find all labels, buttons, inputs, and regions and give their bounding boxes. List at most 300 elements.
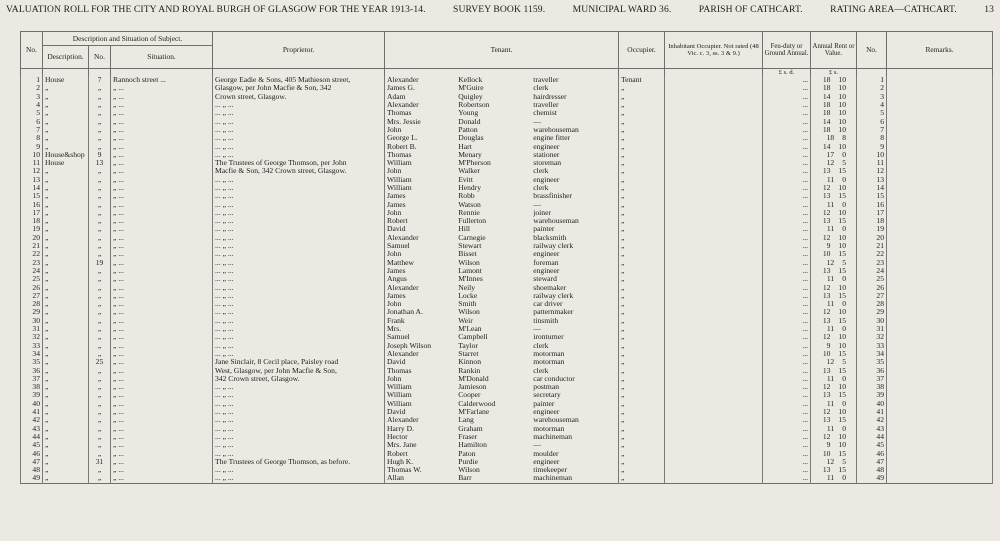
table-row xyxy=(21,259,993,267)
row-remarks xyxy=(887,358,993,366)
tenant-occupation: — xyxy=(533,200,541,209)
row-number: „ xyxy=(89,275,111,283)
row-proprietor: ... „ ... xyxy=(213,433,385,441)
rent-pounds: 13 xyxy=(822,316,831,325)
tenant-surname: Barr xyxy=(458,474,472,483)
tenant-first-name: James xyxy=(387,291,406,300)
tenant-surname: Hamilton xyxy=(458,441,487,450)
row-rent xyxy=(811,176,857,184)
row-occupier: „ xyxy=(619,259,665,267)
row-situation: „ ... xyxy=(111,400,213,408)
row-tenant xyxy=(385,449,619,457)
row-inhabitant xyxy=(665,375,763,383)
tenant-surname: Rennie xyxy=(458,208,480,217)
row-rent xyxy=(811,342,857,350)
row-rent xyxy=(811,242,857,250)
row-description: „ xyxy=(43,300,89,308)
row-situation: „ ... xyxy=(111,383,213,391)
table-row xyxy=(21,283,993,291)
row-tenant xyxy=(385,283,619,291)
row-rent xyxy=(811,424,857,432)
row-situation: „ ... xyxy=(111,242,213,250)
row-number: „ xyxy=(89,292,111,300)
row-remarks xyxy=(887,109,993,117)
row-feu: ... xyxy=(763,151,811,159)
row-situation: „ ... xyxy=(111,424,213,432)
row-no2: 27 xyxy=(857,292,887,300)
tenant-surname: Wilson xyxy=(458,308,480,317)
rent-shillings: 0 xyxy=(842,374,847,383)
row-no2: 47 xyxy=(857,458,887,466)
row-feu: ... xyxy=(763,126,811,134)
row-occupier: „ xyxy=(619,474,665,483)
row-occupier: „ xyxy=(619,408,665,416)
table-row xyxy=(21,400,993,408)
row-remarks xyxy=(887,184,993,192)
rent-pounds: 12 xyxy=(822,407,831,417)
row-proprietor: The Trustees of George Thomson, as before. xyxy=(213,458,385,466)
row-situation: „ ... xyxy=(111,342,213,350)
table-row xyxy=(21,134,993,142)
row-no2: 5 xyxy=(857,109,887,117)
row-proprietor: ... „ ... xyxy=(213,267,385,275)
row-inhabitant xyxy=(665,400,763,408)
rent-pounds: 18 xyxy=(822,109,831,118)
tenant-occupation: moulder xyxy=(533,449,559,458)
row-proprietor: ... „ ... xyxy=(213,275,385,283)
row-rent xyxy=(811,308,857,316)
tenant-occupation: — xyxy=(533,325,541,334)
row-situation: „ ... xyxy=(111,117,213,125)
tenant-occupation: brassfinisher xyxy=(533,192,573,201)
row-no: 3 xyxy=(21,93,43,101)
tenant-occupation: clerk xyxy=(533,84,549,93)
row-description: „ xyxy=(43,250,89,258)
table-row xyxy=(21,126,993,134)
row-tenant xyxy=(385,126,619,134)
row-situation: „ ... xyxy=(111,109,213,117)
row-number: „ xyxy=(89,84,111,92)
row-inhabitant xyxy=(665,192,763,200)
row-rent xyxy=(811,441,857,449)
row-rent xyxy=(811,101,857,109)
row-feu: ... xyxy=(763,275,811,283)
tenant-surname: Wilson xyxy=(458,258,480,267)
row-description: „ xyxy=(43,458,89,466)
tenant-first-name: Matthew xyxy=(387,258,415,267)
row-proprietor: ... „ ... xyxy=(213,234,385,242)
row-situation: „ ... xyxy=(111,134,213,142)
row-description: „ xyxy=(43,234,89,242)
tenant-surname: Lamont xyxy=(458,266,482,275)
row-inhabitant xyxy=(665,217,763,225)
rent-pounds: 13 xyxy=(822,465,831,475)
row-number: „ xyxy=(89,93,111,101)
row-number: „ xyxy=(89,391,111,399)
row-no: 2 xyxy=(21,84,43,92)
row-remarks xyxy=(887,292,993,300)
row-no2: 40 xyxy=(857,400,887,408)
row-occupier: „ xyxy=(619,441,665,449)
row-no: 21 xyxy=(21,242,43,250)
row-no: 24 xyxy=(21,267,43,275)
row-remarks xyxy=(887,325,993,333)
rent-shillings: 10 xyxy=(838,109,847,118)
row-number: „ xyxy=(89,333,111,341)
tenant-surname: Stewart xyxy=(458,242,482,251)
row-occupier: „ xyxy=(619,325,665,333)
col-situation-header: Situation. xyxy=(111,46,213,69)
rent-shillings: 10 xyxy=(838,117,847,126)
table-row xyxy=(21,366,993,374)
row-no: 49 xyxy=(21,474,43,483)
tenant-occupation: traveller xyxy=(533,101,559,110)
rent-pounds: 13 xyxy=(822,266,831,275)
tenant-occupation: joiner xyxy=(533,208,551,217)
rent-pounds: 11 xyxy=(826,324,835,334)
table-row xyxy=(21,325,993,333)
row-tenant xyxy=(385,275,619,283)
row-feu: ... xyxy=(763,267,811,275)
rent-shillings: 10 xyxy=(838,308,847,317)
row-no2: 21 xyxy=(857,242,887,250)
row-description: „ xyxy=(43,400,89,408)
table-row xyxy=(21,159,993,167)
row-feu: ... xyxy=(763,325,811,333)
row-tenant xyxy=(385,383,619,391)
row-number: „ xyxy=(89,424,111,432)
row-occupier: „ xyxy=(619,424,665,432)
rent-shillings: 10 xyxy=(838,283,847,292)
row-occupier: „ xyxy=(619,93,665,101)
row-feu: ... xyxy=(763,308,811,316)
tenant-surname: Hill xyxy=(458,225,471,234)
row-remarks xyxy=(887,200,993,208)
rent-pounds: 10 xyxy=(822,349,831,358)
row-remarks xyxy=(887,416,993,424)
row-remarks xyxy=(887,225,993,233)
row-proprietor: ... „ ... xyxy=(213,408,385,416)
tenant-surname: M'Donald xyxy=(458,374,489,383)
tenant-surname: Hart xyxy=(458,142,472,151)
row-situation: „ ... xyxy=(111,358,213,366)
tenant-occupation: engine fitter xyxy=(533,134,571,143)
row-rent xyxy=(811,416,857,424)
row-tenant xyxy=(385,109,619,117)
row-no: 5 xyxy=(21,109,43,117)
table-row xyxy=(21,167,993,175)
row-tenant xyxy=(385,200,619,208)
row-inhabitant xyxy=(665,76,763,84)
row-tenant xyxy=(385,117,619,125)
tenant-surname: Fullerton xyxy=(458,217,487,226)
row-remarks xyxy=(887,242,993,250)
row-remarks xyxy=(887,317,993,325)
row-feu: ... xyxy=(763,167,811,175)
row-inhabitant xyxy=(665,101,763,109)
row-number: „ xyxy=(89,225,111,233)
row-no: 31 xyxy=(21,325,43,333)
row-description: „ xyxy=(43,283,89,291)
row-inhabitant xyxy=(665,292,763,300)
table-row xyxy=(21,391,993,399)
row-no2: 18 xyxy=(857,217,887,225)
tenant-surname: Kinnon xyxy=(458,358,481,367)
tenant-first-name: John xyxy=(387,125,402,134)
row-tenant xyxy=(385,474,619,483)
row-tenant xyxy=(385,391,619,399)
row-situation: „ ... xyxy=(111,275,213,283)
row-inhabitant xyxy=(665,259,763,267)
row-proprietor: ... „ ... xyxy=(213,391,385,399)
tenant-surname: Walker xyxy=(458,167,480,176)
row-inhabitant xyxy=(665,275,763,283)
row-situation: „ ... xyxy=(111,200,213,208)
table-row xyxy=(21,317,993,325)
tenant-first-name: Robert xyxy=(387,217,408,226)
rent-pounds: 11 xyxy=(826,424,835,433)
rent-shillings: 10 xyxy=(838,142,847,151)
row-feu: ... xyxy=(763,383,811,391)
rent-shillings: 10 xyxy=(838,241,847,251)
row-remarks xyxy=(887,209,993,217)
row-no: 48 xyxy=(21,466,43,474)
table-row xyxy=(21,184,993,192)
row-description: House&shop xyxy=(43,151,89,159)
rent-shillings: 5 xyxy=(842,358,847,367)
rent-shillings: 15 xyxy=(838,192,847,201)
row-number: „ xyxy=(89,126,111,134)
row-tenant xyxy=(385,308,619,316)
row-no2: 1 xyxy=(857,76,887,84)
row-number: „ xyxy=(89,466,111,474)
row-rent xyxy=(811,93,857,101)
row-occupier: Tenant xyxy=(619,76,665,84)
rent-pounds: 18 xyxy=(826,134,835,143)
rent-pounds: 13 xyxy=(822,416,831,425)
row-rent xyxy=(811,317,857,325)
row-situation: „ ... xyxy=(111,375,213,383)
row-number: „ xyxy=(89,242,111,250)
table-row xyxy=(21,433,993,441)
row-occupier: „ xyxy=(619,209,665,217)
row-no2: 19 xyxy=(857,225,887,233)
row-no2: 25 xyxy=(857,275,887,283)
row-inhabitant xyxy=(665,167,763,175)
tenant-first-name: John xyxy=(387,374,402,383)
rent-shillings: 5 xyxy=(842,158,847,168)
rent-pounds: 13 xyxy=(822,366,831,375)
row-proprietor: ... „ ... xyxy=(213,416,385,424)
row-description: „ xyxy=(43,358,89,366)
row-remarks xyxy=(887,424,993,432)
row-inhabitant xyxy=(665,283,763,291)
row-feu: ... xyxy=(763,317,811,325)
rent-shillings: 5 xyxy=(842,258,847,267)
rent-shillings: 15 xyxy=(838,366,847,375)
row-number: 25 xyxy=(89,358,111,366)
row-occupier: „ xyxy=(619,184,665,192)
row-number: „ xyxy=(89,433,111,441)
rent-shillings: 15 xyxy=(838,250,847,259)
row-no2: 16 xyxy=(857,200,887,208)
rent-shillings: 10 xyxy=(838,432,847,441)
tenant-occupation: hairdresser xyxy=(533,92,567,101)
tenant-occupation: ironturner xyxy=(533,333,564,342)
rent-pounds: 12 xyxy=(822,183,831,192)
row-remarks xyxy=(887,342,993,350)
tenant-surname: Young xyxy=(458,109,479,118)
row-situation: „ ... xyxy=(111,167,213,175)
row-feu: ... xyxy=(763,234,811,242)
tenant-first-name: Frank xyxy=(387,316,405,325)
row-number: „ xyxy=(89,449,111,457)
row-feu: ... xyxy=(763,474,811,483)
tenant-occupation: painter xyxy=(533,225,555,234)
rent-shillings: 10 xyxy=(838,92,847,101)
row-remarks xyxy=(887,474,993,483)
row-no: 15 xyxy=(21,192,43,200)
row-number: „ xyxy=(89,117,111,125)
table-row xyxy=(21,109,993,117)
row-proprietor: ... „ ... xyxy=(213,134,385,142)
row-proprietor: ... „ ... xyxy=(213,466,385,474)
row-tenant xyxy=(385,408,619,416)
row-proprietor: ... „ ... xyxy=(213,151,385,159)
row-feu: ... xyxy=(763,366,811,374)
row-remarks xyxy=(887,300,993,308)
row-inhabitant xyxy=(665,358,763,366)
row-no: 25 xyxy=(21,275,43,283)
table-row xyxy=(21,408,993,416)
tenant-surname: Hendry xyxy=(458,184,481,192)
row-no: 27 xyxy=(21,292,43,300)
row-no: 16 xyxy=(21,200,43,208)
tenant-occupation: timekeeper xyxy=(533,466,567,475)
row-inhabitant xyxy=(665,433,763,441)
row-proprietor: ... „ ... xyxy=(213,250,385,258)
row-no: 13 xyxy=(21,176,43,184)
row-tenant xyxy=(385,84,619,92)
row-rent xyxy=(811,366,857,374)
table-row xyxy=(21,225,993,233)
row-description: „ xyxy=(43,217,89,225)
tenant-first-name: Alexander xyxy=(387,233,419,242)
row-rent xyxy=(811,142,857,150)
tenant-occupation: clerk xyxy=(533,184,549,192)
rent-pounds: 18 xyxy=(822,76,831,85)
row-no2: 34 xyxy=(857,350,887,358)
row-occupier: „ xyxy=(619,159,665,167)
table-row xyxy=(21,117,993,125)
tenant-occupation: engineer xyxy=(533,175,560,184)
rent-shillings: 15 xyxy=(838,316,847,325)
tenant-first-name: John xyxy=(387,250,402,259)
row-feu: ... xyxy=(763,292,811,300)
col-proprietor-header: Proprietor. xyxy=(213,32,385,69)
row-rent xyxy=(811,151,857,159)
row-inhabitant xyxy=(665,308,763,316)
row-feu: ... xyxy=(763,400,811,408)
rent-shillings: 0 xyxy=(842,300,847,309)
row-inhabitant xyxy=(665,159,763,167)
row-no: 34 xyxy=(21,350,43,358)
rent-shillings: 15 xyxy=(838,416,847,425)
row-no2: 28 xyxy=(857,300,887,308)
row-proprietor: ... „ ... xyxy=(213,192,385,200)
row-feu: ... xyxy=(763,192,811,200)
row-number: „ xyxy=(89,267,111,275)
table-row xyxy=(21,93,993,101)
row-feu: ... xyxy=(763,142,811,150)
row-proprietor: ... „ ... xyxy=(213,441,385,449)
row-occupier: „ xyxy=(619,217,665,225)
row-description: „ xyxy=(43,209,89,217)
row-inhabitant xyxy=(665,350,763,358)
row-proprietor: Glasgow, per John Macfie & Son, 342 xyxy=(213,84,385,92)
row-feu: ... xyxy=(763,408,811,416)
row-remarks xyxy=(887,142,993,150)
row-number: „ xyxy=(89,217,111,225)
row-remarks xyxy=(887,76,993,84)
rent-pounds: 12 xyxy=(822,208,831,217)
row-feu: ... xyxy=(763,441,811,449)
rent-pounds: 11 xyxy=(826,300,835,309)
row-remarks xyxy=(887,151,993,159)
rent-pounds: 10 xyxy=(822,250,831,259)
row-tenant xyxy=(385,259,619,267)
row-tenant xyxy=(385,366,619,374)
row-tenant xyxy=(385,134,619,142)
row-no2: 31 xyxy=(857,325,887,333)
tenant-surname: M'Pherson xyxy=(458,159,491,168)
row-tenant xyxy=(385,317,619,325)
row-remarks xyxy=(887,84,993,92)
row-occupier: „ xyxy=(619,292,665,300)
row-inhabitant xyxy=(665,200,763,208)
row-number: „ xyxy=(89,474,111,483)
table-row xyxy=(21,275,993,283)
rent-pounds: 18 xyxy=(822,84,831,93)
row-situation: „ ... xyxy=(111,449,213,457)
tenant-occupation: car driver xyxy=(533,300,563,309)
row-no2: 30 xyxy=(857,317,887,325)
row-feu: ... xyxy=(763,184,811,192)
row-description: „ xyxy=(43,225,89,233)
row-occupier: „ xyxy=(619,416,665,424)
row-proprietor: ... „ ... xyxy=(213,300,385,308)
tenant-surname: Donald xyxy=(458,117,481,126)
row-proprietor: ... „ ... xyxy=(213,142,385,150)
row-description: „ xyxy=(43,117,89,125)
row-no: 39 xyxy=(21,391,43,399)
rent-pounds: 12 xyxy=(826,358,835,367)
col-number-header: No. xyxy=(89,46,111,69)
row-occupier: „ xyxy=(619,317,665,325)
tenant-surname: Purdie xyxy=(458,457,479,466)
rent-shillings: 10 xyxy=(838,100,847,110)
row-inhabitant xyxy=(665,109,763,117)
row-inhabitant xyxy=(665,176,763,184)
table-row xyxy=(21,441,993,449)
table-row xyxy=(21,151,993,159)
col-inhabitant-header: Inhabitant Occupier. Not rated (48 Vic. c. 3, ss. 3 & 9.) xyxy=(665,32,763,69)
row-tenant xyxy=(385,267,619,275)
row-remarks xyxy=(887,408,993,416)
row-inhabitant xyxy=(665,466,763,474)
row-proprietor: ... „ ... xyxy=(213,109,385,117)
row-remarks xyxy=(887,433,993,441)
